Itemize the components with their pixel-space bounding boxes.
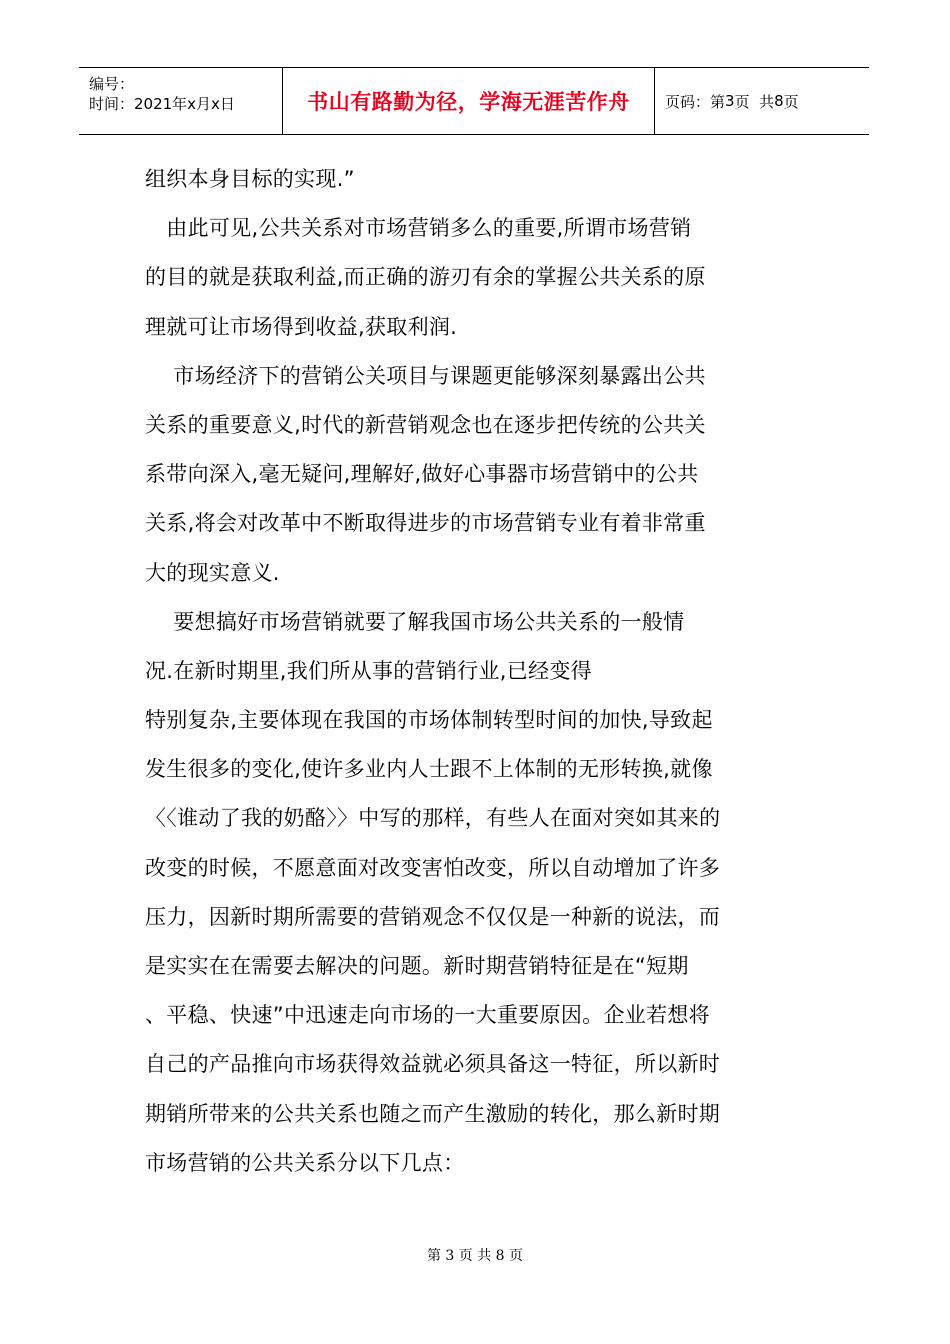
body-line: 压力，因新时期所需要的营销观念不仅仅是一种新的说法，而 (145, 904, 721, 929)
body-line: 的目的就是获取利益,而正确的游刃有余的掌握公共关系的原 (145, 265, 706, 290)
body-line: 理就可让市场得到收益,获取利润. (145, 314, 458, 339)
body-line: 系带向深入,毫无疑问,理解好,做好心事器市场营销中的公共 (145, 462, 699, 487)
header-page-number (655, 68, 869, 134)
header-motto: 书山有路勤为径，学海无涯苦作舟 (283, 68, 655, 134)
page-label-prefix: 页码：第 (665, 92, 726, 111)
body-line: 、平稳、快速”中迅速走向市场的一大重要原因。企业若想将 (145, 1003, 710, 1028)
body-line: 由此可见,公共关系对市场营销多么的重要,所谓市场营销 (145, 216, 692, 241)
page-current: 3 (725, 92, 735, 110)
header-meta (79, 68, 283, 134)
body-line: 期销所带来的公共关系也随之而产生激励的转化，那么新时期 (145, 1101, 721, 1126)
page-footer: 第 3 页 共 8 页 (426, 1248, 524, 1264)
body-line: 大的现实意义. (145, 560, 280, 585)
body-line: 要想搞好市场营销就要了解我国市场公共关系的一般情 (145, 609, 685, 634)
page-label-end: 页 (783, 92, 799, 111)
page-header (79, 67, 869, 135)
body-line: 组织本身目标的实现.” (145, 167, 355, 191)
body-line: 市场经济下的营销公关项目与课题更能够深刻暴露出公共 (145, 363, 706, 388)
body-line: 〈〈谁动了我的奶酪〉〉中写的那样，有些人在面对突如其来的 (145, 806, 721, 831)
document-date: 时间：2021年x月x日 (89, 95, 235, 113)
body-line: 改变的时候，不愿意面对改变害怕改变，所以自动增加了许多 (145, 855, 721, 880)
body-line: 特别复杂,主要体现在我国的市场体制转型时间的加快,导致起 (145, 708, 713, 733)
page-label-mid: 页 共 (734, 92, 775, 111)
body-line: 关系的重要意义,时代的新营销观念也在逐步把传统的公共关 (145, 412, 706, 437)
page-total: 8 (774, 92, 784, 110)
body-line: 是实实在在需要去解决的问题。新时期营销特征是在“短期 (145, 954, 689, 978)
body-line: 市场营销的公共关系分以下几点： (145, 1150, 465, 1175)
body-line: 发生很多的变化,使许多业内人士跟不上体制的无形转换,就像 (145, 757, 713, 782)
body-line: 关系,将会对改革中不断取得进步的市场营销专业有着非常重 (145, 511, 706, 536)
body-line: 自己的产品推向市场获得效益就必须具备这一特征，所以新时 (145, 1052, 721, 1077)
document-body (145, 155, 785, 1188)
document-number-label: 编号： (89, 75, 135, 93)
body-line: 况.在新时期里,我们所从事的营销行业,已经变得 (145, 658, 592, 683)
